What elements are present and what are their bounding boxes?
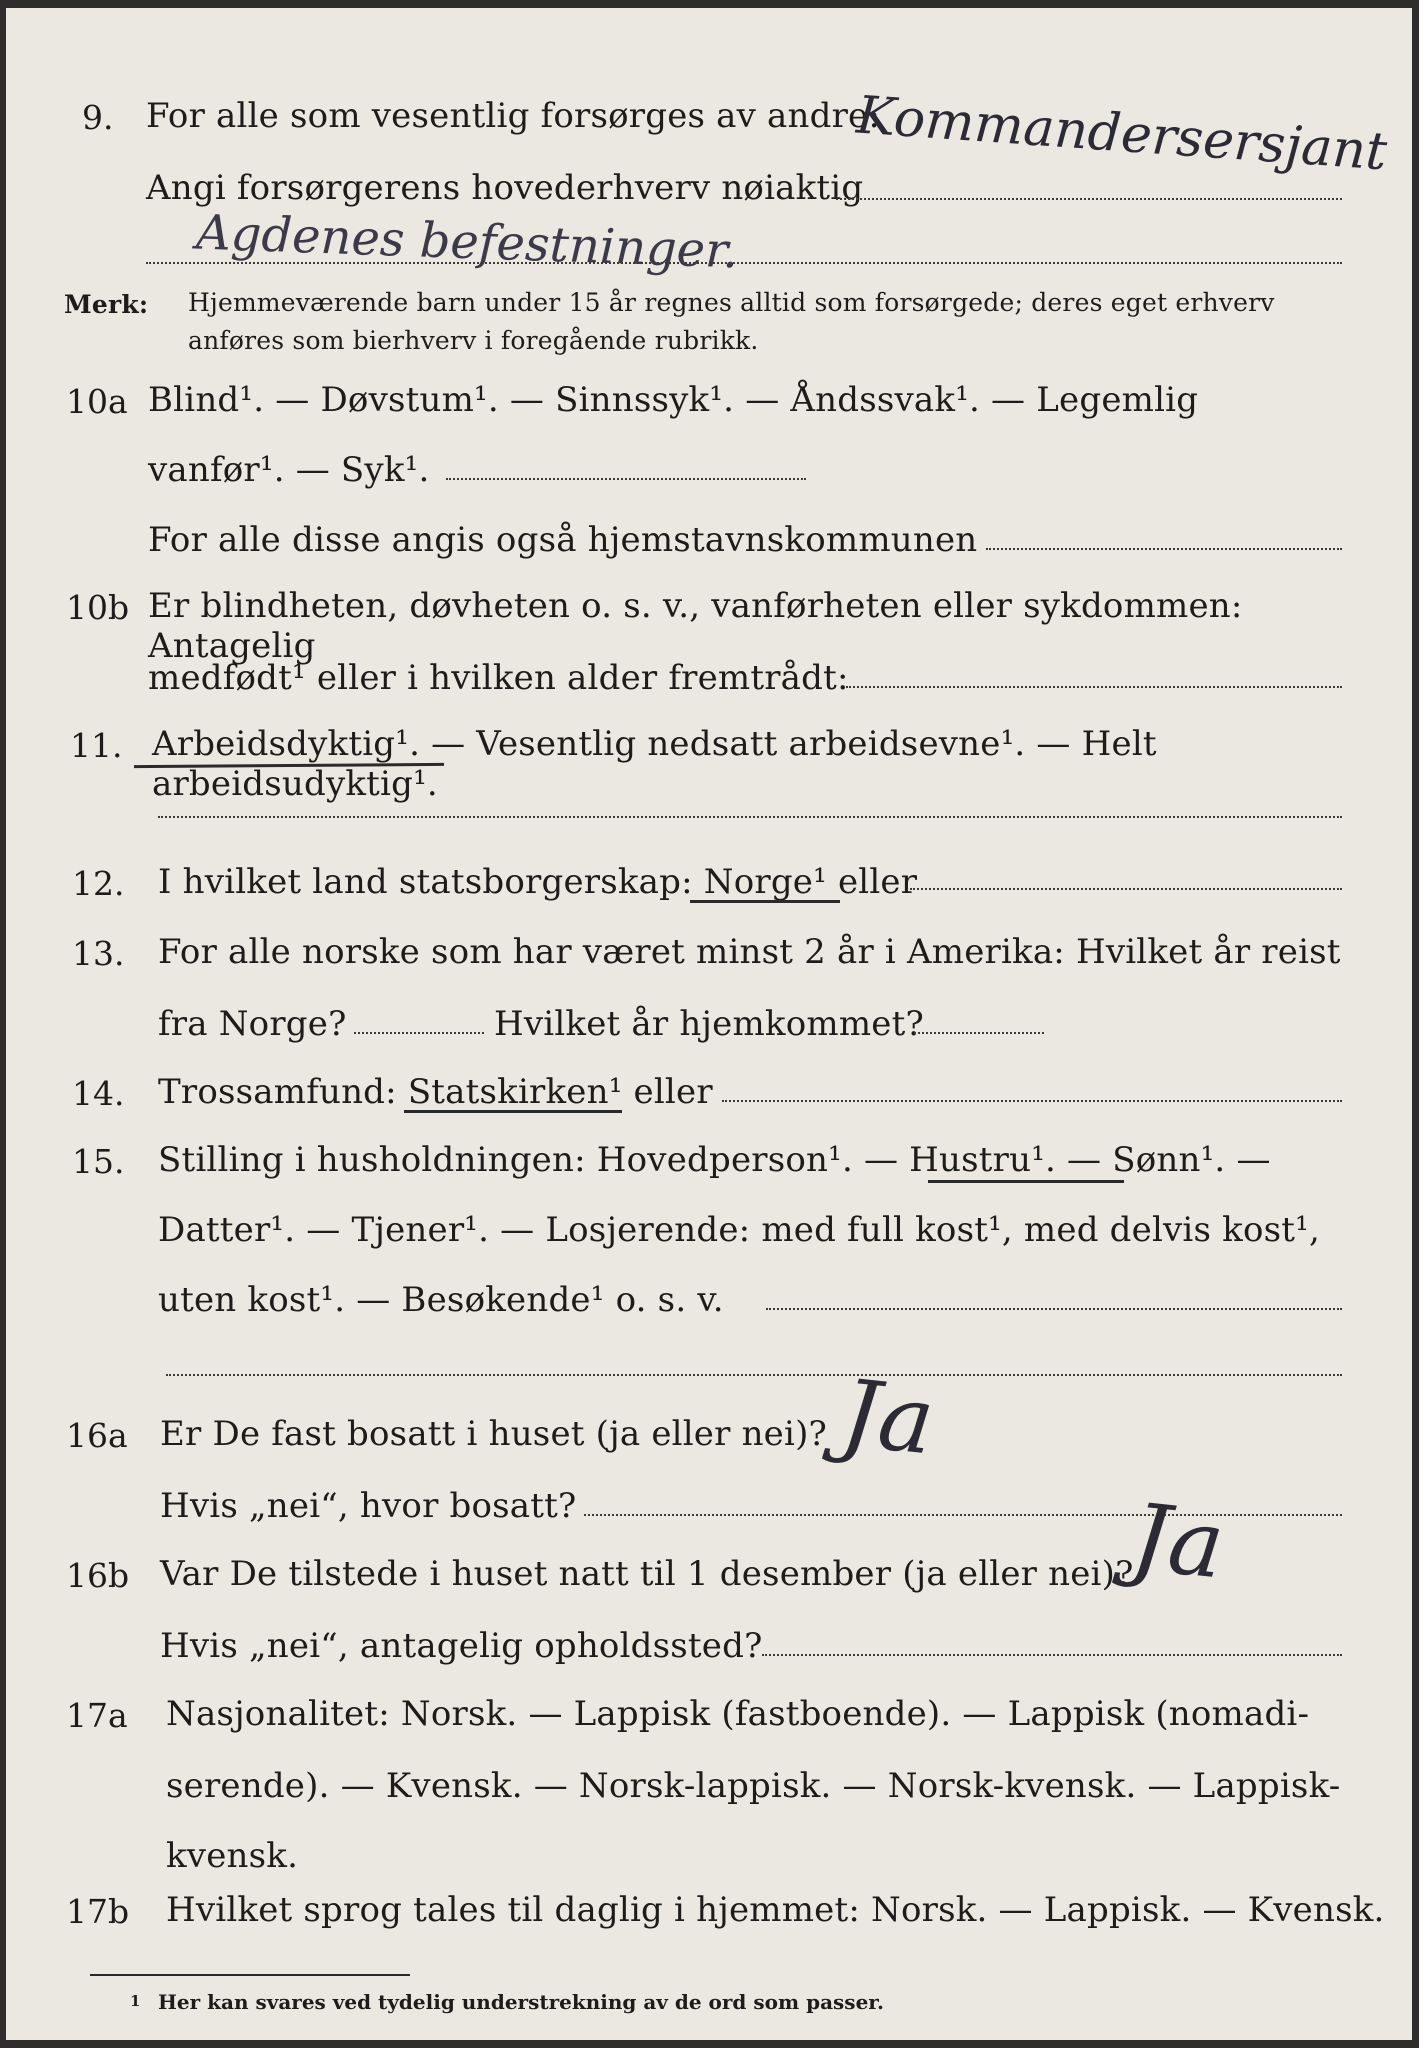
q15-line2: Datter¹. — Tjener¹. — Losjerende: med full kost¹, med delvis kost¹,	[158, 1210, 1320, 1250]
q16a-number: 16a	[66, 1416, 128, 1455]
q11-line1: Arbeidsdyktig¹. — Vesentlig nedsatt arbeidsevne¹. — Helt arbeidsudyktig¹.	[152, 724, 1157, 804]
q17b-number: 17b	[66, 1892, 130, 1931]
q12-answer-underline	[690, 900, 840, 903]
q9-note-line1: Hjemmeværende barn under 15 år regnes alltid som forsørgede; deres eget erhverv	[188, 288, 1275, 317]
q16b-line2: Hvis „nei“, antagelig opholdssted?	[160, 1626, 763, 1666]
q17b-line1: Hvilket sprog tales til daglig i hjemmet: Norsk. — Lappisk. — Kvensk.	[166, 1890, 1385, 1930]
q10a-line1: Blind¹. — Døvstum¹. — Sinnssyk¹. — Åndssvak¹. — Legemlig	[148, 380, 1199, 420]
q9-number: 9.	[82, 98, 114, 137]
footnote-mark: 1	[130, 1992, 141, 2010]
q17a-line1: Nasjonalitet: Norsk. — Lappisk (fastboende). — Lappisk (nomadi-	[166, 1694, 1310, 1734]
q16b-answer: Ja	[1126, 1483, 1230, 1600]
q13-line2b: Hvilket år hjemkommet?	[494, 1004, 924, 1044]
q9-line1: For alle som vesentlig forsørges av andre:	[146, 96, 881, 136]
q11-number: 11.	[70, 726, 123, 765]
q10a-number: 10a	[66, 382, 128, 421]
q14-line1: Trossamfund: Statskirken¹ eller	[158, 1072, 713, 1112]
q14-number: 14.	[72, 1074, 125, 1113]
q13-line1: For alle norske som har været minst 2 år i Amerika: Hvilket år reist	[158, 932, 1341, 972]
q15-line1: Stilling i husholdningen: Hovedperson¹. — Hustru¹. — Sønn¹. —	[158, 1140, 1271, 1180]
q13-line2a-rule	[354, 1032, 484, 1034]
q13-line2a: fra Norge?	[158, 1004, 347, 1044]
q17a-number: 17a	[66, 1696, 128, 1735]
q9-answer-line2-rule	[146, 262, 1342, 264]
q15-number: 15.	[72, 1142, 125, 1181]
q10b-line1: Er blindheten, døvheten o. s. v., vanførheten eller sykdommen: Antagelig	[148, 586, 1243, 666]
q16a-line2: Hvis „nei“, hvor bosatt?	[160, 1486, 577, 1526]
q17a-line3: kvensk.	[166, 1836, 299, 1876]
q10a-line2-rule	[446, 478, 806, 480]
q13-line2b-rule	[914, 1032, 1044, 1034]
q16a-answer: Ja	[836, 1359, 940, 1476]
q9-line2: Angi forsørgerens hovederhverv nøiaktig	[146, 168, 864, 208]
q14-rule	[722, 1100, 1342, 1102]
q11-rule	[158, 816, 1342, 818]
q16b-line2-rule	[762, 1654, 1342, 1656]
q15-line3: uten kost¹. — Besøkende¹ o. s. v.	[158, 1280, 724, 1320]
q9-answer-line1-rule	[836, 198, 1342, 200]
q9-answer-line1: Kommandersersjant	[854, 85, 1389, 183]
q16b-line1: Var De tilstede i huset natt til 1 desember (ja eller nei)?	[160, 1554, 1134, 1594]
q12-rule	[910, 888, 1342, 890]
footnote-rule	[90, 1974, 410, 1976]
q10b-line2-rule	[846, 686, 1342, 688]
q16a-line1: Er De fast bosatt i huset (ja eller nei)?	[160, 1414, 827, 1454]
q10a-line2: vanfør¹. — Syk¹.	[148, 450, 430, 490]
q17a-line2: serende). — Kvensk. — Norsk-lappisk. — Norsk-kvensk. — Lappisk-	[166, 1766, 1341, 1806]
q16b-number: 16b	[66, 1556, 130, 1595]
q9-answer-line2: Agdenes befestninger.	[195, 204, 740, 280]
q12-number: 12.	[72, 864, 125, 903]
q12-line1: I hvilket land statsborgerskap: Norge¹ eller	[158, 862, 918, 902]
q9-note-line2: anføres som bierhverv i foregående rubrikk.	[188, 326, 759, 355]
q10b-number: 10b	[66, 588, 130, 627]
q15-answer-underline	[928, 1180, 1124, 1183]
q13-number: 13.	[72, 934, 125, 973]
q10b-line2: medfødt¹ eller i hvilken alder fremtrådt:	[148, 658, 849, 698]
footnote-text: Her kan svares ved tydelig understrekning av de ord som passer.	[158, 1990, 884, 2014]
q14-answer-underline	[404, 1110, 622, 1113]
q16a-line2-rule	[584, 1514, 1342, 1516]
q10a-line3: For alle disse angis også hjemstavnskommunen	[148, 520, 978, 560]
q15-line3-rule	[766, 1308, 1342, 1310]
q15-extra-rule	[166, 1374, 1342, 1376]
census-form-page	[6, 8, 1412, 2040]
q9-note-label: Merk:	[64, 290, 149, 319]
q10a-line3-rule	[986, 548, 1342, 550]
